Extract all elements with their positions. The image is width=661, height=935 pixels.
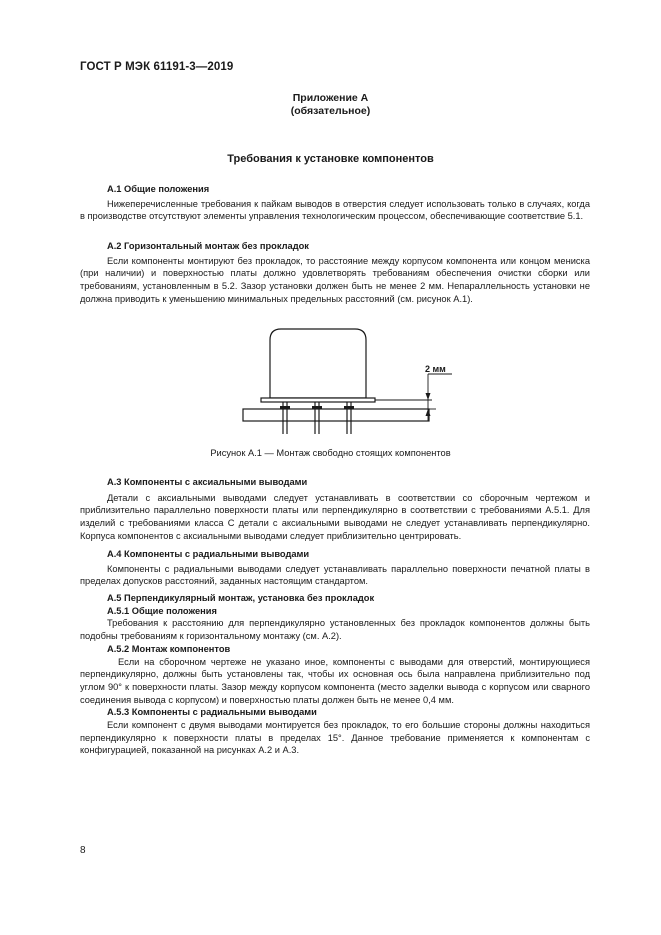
heading-a53: А.5.3 Компоненты с радиальными выводами [107, 707, 317, 718]
section-a3 [80, 476, 590, 543]
section-a4 [80, 548, 590, 588]
heading-a5: А.5 Перпендикулярный монтаж, установка без прокладок [107, 593, 375, 603]
dimension-arrow-down [426, 393, 431, 400]
section-title: Требования к установке компонентов [227, 153, 434, 165]
component-flange [261, 398, 375, 402]
text-a3: Детали с аксиальными выводами следует устанавливать в соответствии со сборочным чертежом и приблизительно параллельно поверхности платы или перпендикулярно в соответствии с требованиями А.5.1. Для изделий с требованиями класса С детали с аксиальными выводами не следует устанавливать перпендикулярно. Корпуса компонентов с аксиальными выводами следует приблизительно центрировать. [80, 492, 590, 541]
heading-a51: А.5.1 Общие положения [107, 605, 217, 616]
heading-a2: А.2 Горизонтальный монтаж без прокладок [107, 241, 309, 251]
component-body [270, 329, 366, 398]
text-a53: Если компонент с двумя выводами монтируется без прокладок, то его большие стороны должны находиться перпендикулярно к поверхности платы в пределах 15°. Данное требование применяется к компонентам с конфигурацией, показанной на рисунках А.2 и А.3. [80, 720, 590, 756]
annex-status: (обязательное) [290, 105, 371, 117]
text-a4: Компоненты с радиальными выводами следует устанавливать параллельно поверхности печатной платы в пределах допусков расстояний, заданных настоящим стандартом. [80, 563, 590, 587]
heading-a3: А.3 Компоненты с аксиальными выводами [107, 477, 308, 487]
text-a2: Если компоненты монтируют без прокладок, то расстояние между корпусом компонента или концом мениска (при наличии) и поверхностью платы должно удовлетворять требованиям обеспечения очистки сборки или требованиям, установленным в 5.2. Зазор установки должен быть не менее 2 мм. Непараллельность установки не должна приводить к уменьшению минимальных предельных расстояний (см. рисунок А.1). [80, 255, 590, 304]
standard-header: ГОСТ Р МЭК 61191-3—2019 [80, 61, 234, 73]
heading-a52: А.5.2 Монтаж компонентов [107, 643, 231, 654]
text-a1: Нижеперечисленные требования к пайкам выводов в отверстия следует использовать только в случаях, когда в производстве отсутствуют элементы управления технологическим процессом, обеспечивающие соответствие 5.1. [80, 198, 590, 222]
dimension-label: 2 мм [425, 364, 446, 374]
figure-caption: Рисунок А.1 — Монтаж свободно стоящих компонентов [210, 448, 451, 458]
section-a5 [80, 592, 590, 757]
heading-a4: А.4 Компоненты с радиальными выводами [107, 549, 310, 559]
page-number: 8 [80, 845, 86, 856]
text-a51: Требования к расстоянию для перпендикулярно установленных без прокладок компонентов должны быть подобны требованиям к горизонтальному монтажу (см. А.2). [80, 618, 590, 642]
heading-a1: А.1 Общие положения [107, 184, 210, 194]
annex-title: Приложение А [292, 92, 369, 104]
circuit-board [243, 409, 429, 421]
text-a52: Если на сборочном чертеже не указано иное, компоненты с выводами для отверстий, монтирующиеся перпендикулярно, должны быть установлены так, чтобы их основная ось была направлена приблизительно под углом 90° к поверхности платы. Зазор между корпусом компонента (место заделки вывода с корпусом или сварного соединения вывода с корпусом) и поверхностью платы должен быть не менее 0,4 мм. [80, 656, 590, 705]
